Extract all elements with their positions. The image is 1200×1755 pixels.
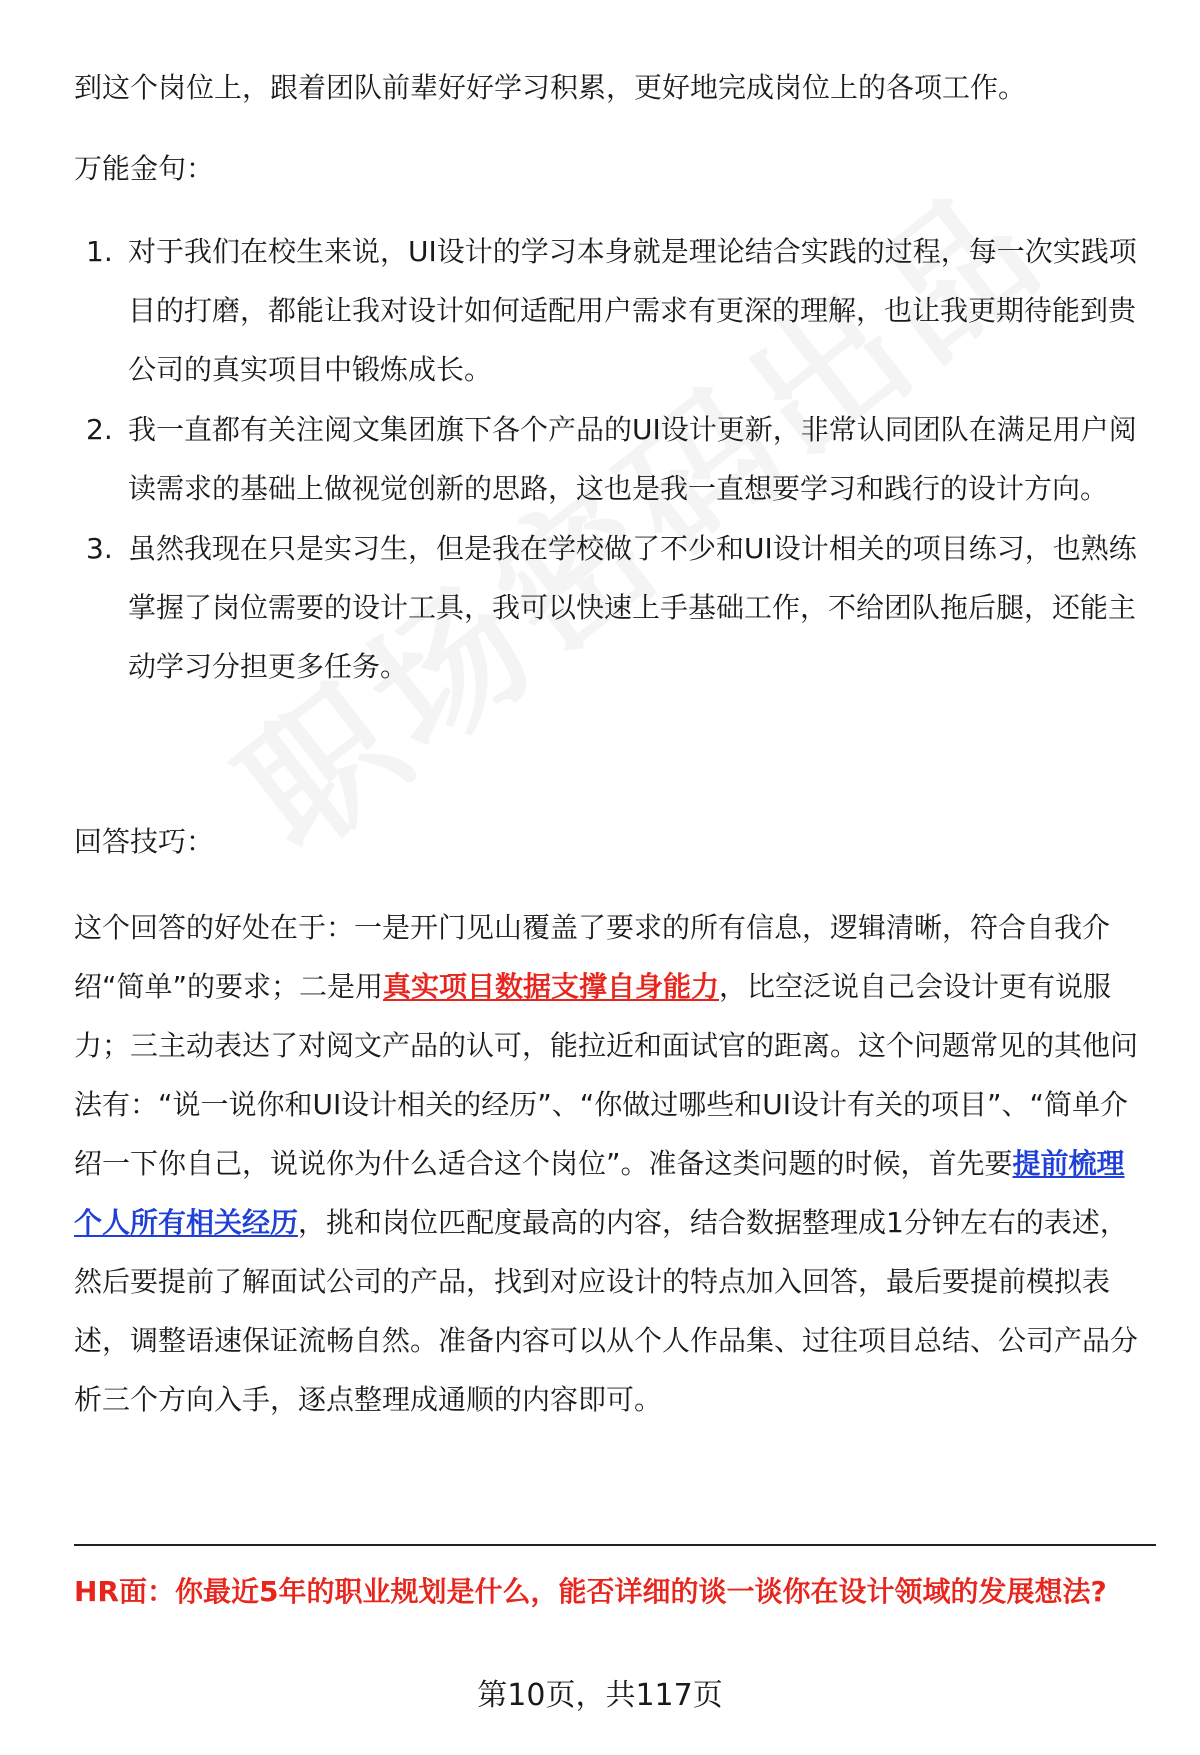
list-number: 2. — [86, 413, 113, 446]
list-item — [74, 400, 1144, 518]
highlight-real-data: 真实项目数据支撑自身能力 — [383, 970, 720, 1003]
hr-question-heading: HR面：你最近5年的职业规划是什么，能否详细的谈一谈你在设计领域的发展想法? — [74, 1575, 1107, 1608]
section-divider — [74, 1544, 1156, 1546]
list-text: 我一直都有关注阅文集团旗下各个产品的UI设计更新，非常认同团队在满足用户阅读需求的基础上做视觉创新的思路，这也是我一直想要学习和践行的设计方向。 — [128, 413, 1137, 505]
tips-text-part1: 这个回答的好处在于：一是开门见山覆盖了要求的所有信息，逻辑清晰，符合自我介绍“简单”的要求；二是用 — [74, 911, 1111, 1003]
highlight-sort-experience: 提前梳理个人所有相关经历 — [74, 1147, 1125, 1239]
tips-text-part3: ，挑和岗位匹配度最高的内容，结合数据整理成1分钟左右的表述，然后要提前了解面试公司的产品，找到对应设计的特点加入回答，最后要提前模拟表述，调整语速保证流畅自然。准备内容可以从个人作品集、过往项目总结、公司产品分析三个方向入手，逐点整理成通顺的内容即可。 — [74, 1206, 1139, 1416]
page-footer: 第10页，共117页 — [477, 1678, 723, 1713]
list-item — [74, 519, 1144, 696]
list-number: 3. — [86, 532, 113, 565]
tips-text-part2: ，比空泛说自己会设计更有说服力；三主动表达了对阅文产品的认可，能拉近和面试官的距离。这个问题常见的其他问法有：“说一说你和UI设计相关的经历”、“你做过哪些和UI设计有关的项目”、“简单介绍一下你自己，说说你为什么适合这个岗位”。准备这类问题的时候，首先要 — [74, 970, 1139, 1180]
list-number: 1. — [86, 235, 113, 268]
golden-heading: 万能金句： — [74, 152, 215, 185]
list-text: 对于我们在校生来说，UI设计的学习本身就是理论结合实践的过程，每一次实践项目的打磨，都能让我对设计如何适配用户需求有更深的理解，也让我更期待能到贵公司的真实项目中锻炼成长。 — [128, 235, 1137, 386]
golden-list — [74, 222, 1144, 697]
intro-line: 到这个岗位上，跟着团队前辈好好学习积累，更好地完成岗位上的各项工作。 — [74, 71, 1027, 104]
tips-paragraph — [74, 898, 1144, 1429]
tips-heading: 回答技巧： — [74, 825, 215, 858]
list-text: 虽然我现在只是实习生，但是我在学校做了不少和UI设计相关的项目练习，也熟练掌握了岗位需要的设计工具，我可以快速上手基础工作，不给团队拖后腿，还能主动学习分担更多任务。 — [128, 532, 1137, 683]
list-item — [74, 222, 1144, 399]
